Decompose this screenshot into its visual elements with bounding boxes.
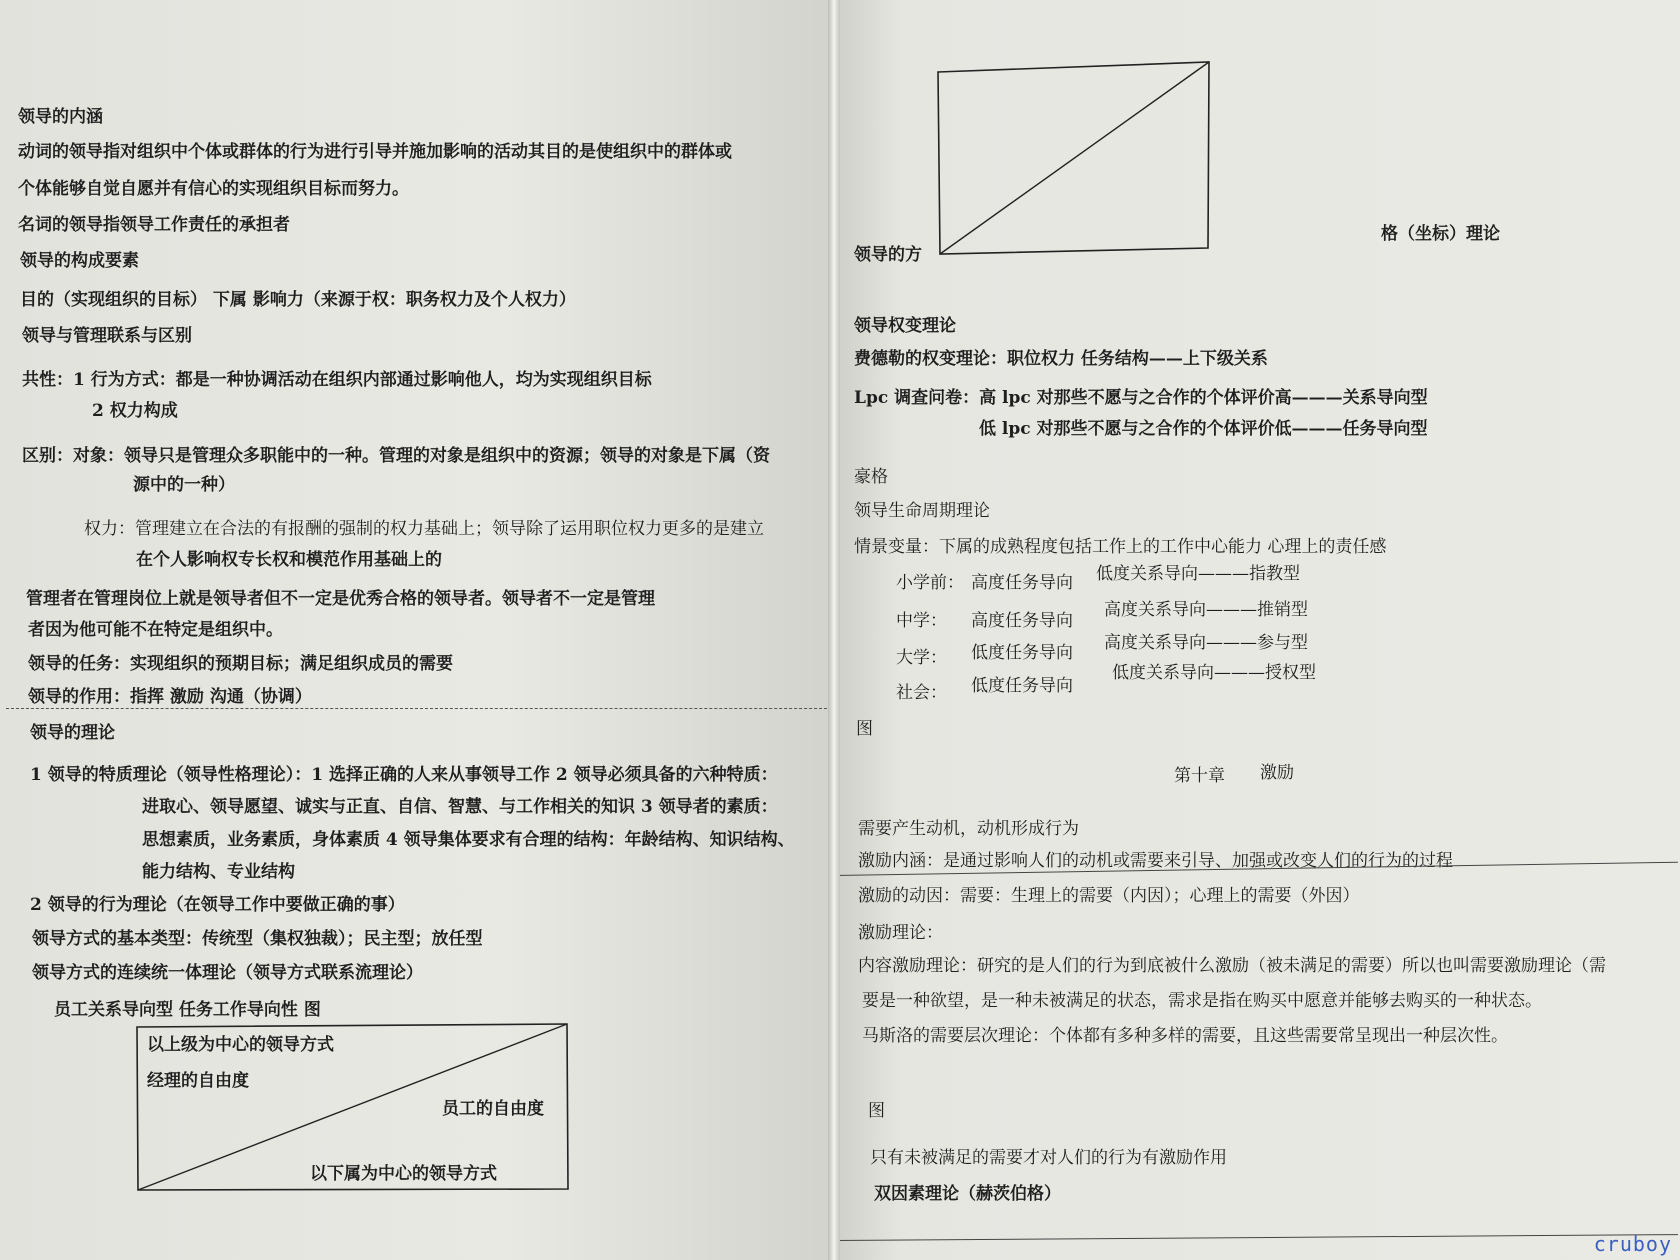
stage-task: 低度任务导向 — [971, 676, 1073, 696]
paragraph-line: 需要产生动机，动机形成行为 — [858, 819, 1079, 839]
paragraph-line: 者因为他可能不在特定是组织中。 — [28, 620, 283, 640]
stage-relation: 高度关系导向———推销型 — [1104, 600, 1308, 620]
diagram-diagonal — [940, 62, 1209, 254]
paragraph-line: 权力：管理建立在合法的有报酬的强制的权力基础上；领导除了运用职位权力更多的是建立 — [84, 519, 764, 539]
section-heading: 领导权变理论 — [854, 316, 956, 336]
right-page — [834, 0, 1680, 1260]
diagram-label: 员工的自由度 — [442, 1099, 544, 1119]
stage-label: 大学： — [896, 648, 947, 668]
paragraph-line: 2 领导的行为理论（在领导工作中要做正确的事） — [30, 895, 405, 915]
diagram-label: 经理的自由度 — [147, 1071, 249, 1091]
section-heading: 领导的理论 — [30, 723, 115, 743]
paragraph-line: 思想素质，业务素质，身体素质 4 领导集体要求有合理的结构：年龄结构、知识结构、 — [142, 830, 795, 850]
paragraph-line: 源中的一种） — [133, 475, 235, 495]
diagram-label: 格（坐标）理论 — [1381, 224, 1500, 244]
paragraph-line: 1 领导的特质理论（领导性格理论）：1 选择正确的人来从事领导工作 2 领导必须具备的六种特质： — [30, 765, 778, 785]
stage-task: 高度任务导向 — [971, 611, 1073, 631]
paragraph-line: 只有未被满足的需要才对人们的行为有激励作用 — [870, 1148, 1227, 1168]
paragraph-line: 费德勒的权变理论：职位权力 任务结构——上下级关系 — [854, 349, 1268, 369]
stage-label: 中学： — [896, 611, 947, 631]
section-heading: 领导的内涵 — [18, 107, 103, 127]
section-heading: 领导与管理联系与区别 — [22, 326, 192, 346]
stage-relation: 低度关系导向———授权型 — [1112, 663, 1316, 683]
paragraph-line: 动词的领导指对组织中个体或群体的行为进行引导并施加影响的活动其目的是使组织中的群体或 — [18, 142, 732, 162]
paragraph-line: 内容激励理论：研究的是人们的行为到底被什么激励（被未满足的需要）所以也叫需要激励理论（需 — [858, 956, 1606, 976]
paragraph-line: 名词的领导指领导工作责任的承担者 — [18, 215, 290, 235]
paragraph-line: 激励内涵：是通过影响人们的动机或需要来引导、加强或改变人们的行为的过程 — [858, 851, 1453, 871]
diagram-label: 以下属为中心的领导方式 — [310, 1164, 497, 1184]
paragraph-line: 激励理论： — [858, 923, 943, 943]
chapter-number: 第十章 — [1174, 766, 1225, 786]
stage-relation: 高度关系导向———参与型 — [1104, 633, 1308, 653]
paragraph-line: Lpc 调查问卷：高 lpc 对那些不愿与之合作的个体评价高———关系导向型 — [854, 388, 1428, 408]
paragraph-line: 情景变量：下属的成熟程度包括工作上的工作中心能力 心理上的责任感 — [854, 537, 1387, 557]
figure-placeholder: 图 — [856, 719, 873, 739]
paragraph-line: 区别：对象：领导只是管理众多职能中的一种。管理的对象是组织中的资源；领导的对象是下属（资 — [22, 446, 770, 466]
paragraph-line: 领导方式的基本类型：传统型（集权独裁）；民主型；放任型 — [32, 929, 483, 949]
managerial-grid-diagram — [936, 60, 1212, 258]
paragraph-line: 领导方式的连续统一体理论（领导方式联系流理论） — [32, 963, 423, 983]
paragraph-line: 领导的任务：实现组织的预期目标；满足组织成员的需要 — [28, 654, 453, 674]
paragraph-line: 共性：1 行为方式：都是一种协调活动在组织内部通过影响他人，均为实现组织目标 — [22, 370, 652, 390]
watermark: cruboy — [1593, 1232, 1672, 1256]
paragraph-line: 目的（实现组织的目标） 下属 影响力（来源于权：职务权力及个人权力） — [20, 290, 576, 310]
diagram-label: 以上级为中心的领导方式 — [147, 1035, 334, 1055]
book-spine — [828, 0, 840, 1260]
bottom-divider — [834, 1234, 1678, 1241]
paragraph-line: 低 lpc 对那些不愿与之合作的个体评价低———任务导向型 — [979, 419, 1428, 439]
stage-label: 社会： — [896, 683, 947, 703]
stage-relation: 低度关系导向———指教型 — [1096, 564, 1300, 584]
diagram-label: 领导的方 — [854, 245, 922, 265]
stage-task: 低度任务导向 — [971, 643, 1073, 663]
paragraph-line: 管理者在管理岗位上就是领导者但不一定是优秀合格的领导者。领导者不一定是管理 — [26, 589, 655, 609]
left-page — [0, 0, 834, 1260]
paragraph-line: 要是一种欲望，是一种未被满足的状态，需求是指在购买中愿意并能够去购买的一种状态。 — [862, 991, 1542, 1011]
paragraph-line: 激励的动因：需要：生理上的需要（内因）；心理上的需要（外因） — [858, 886, 1360, 906]
section-heading: 领导的构成要素 — [20, 251, 139, 271]
stage-label: 小学前： — [896, 573, 964, 593]
paragraph-line: 领导生命周期理论 — [854, 501, 990, 521]
chapter-title: 激励 — [1260, 763, 1294, 783]
paragraph-line: 在个人影响权专长权和模范作用基础上的 — [136, 550, 442, 570]
figure-placeholder: 图 — [868, 1101, 885, 1121]
paragraph-line: 豪格 — [854, 467, 888, 487]
paragraph-line: 领导的作用：指挥 激励 沟通（协调） — [28, 687, 312, 707]
paragraph-line: 双因素理论（赫茨伯格） — [874, 1184, 1061, 1204]
dashed-divider — [6, 708, 832, 709]
paragraph-line: 进取心、领导愿望、诚实与正直、自信、智慧、与工作相关的知识 3 领导者的素质： — [142, 797, 778, 817]
paragraph-line: 能力结构、专业结构 — [142, 862, 295, 882]
paragraph-line: 员工关系导向型 任务工作导向性 图 — [54, 1000, 321, 1020]
paragraph-line: 2 权力构成 — [92, 401, 178, 421]
paragraph-line: 马斯洛的需要层次理论：个体都有多种多样的需要，且这些需要常呈现出一种层次性。 — [862, 1026, 1508, 1046]
paragraph-line: 个体能够自觉自愿并有信心的实现组织目标而努力。 — [18, 179, 409, 199]
stage-task: 高度任务导向 — [971, 573, 1073, 593]
